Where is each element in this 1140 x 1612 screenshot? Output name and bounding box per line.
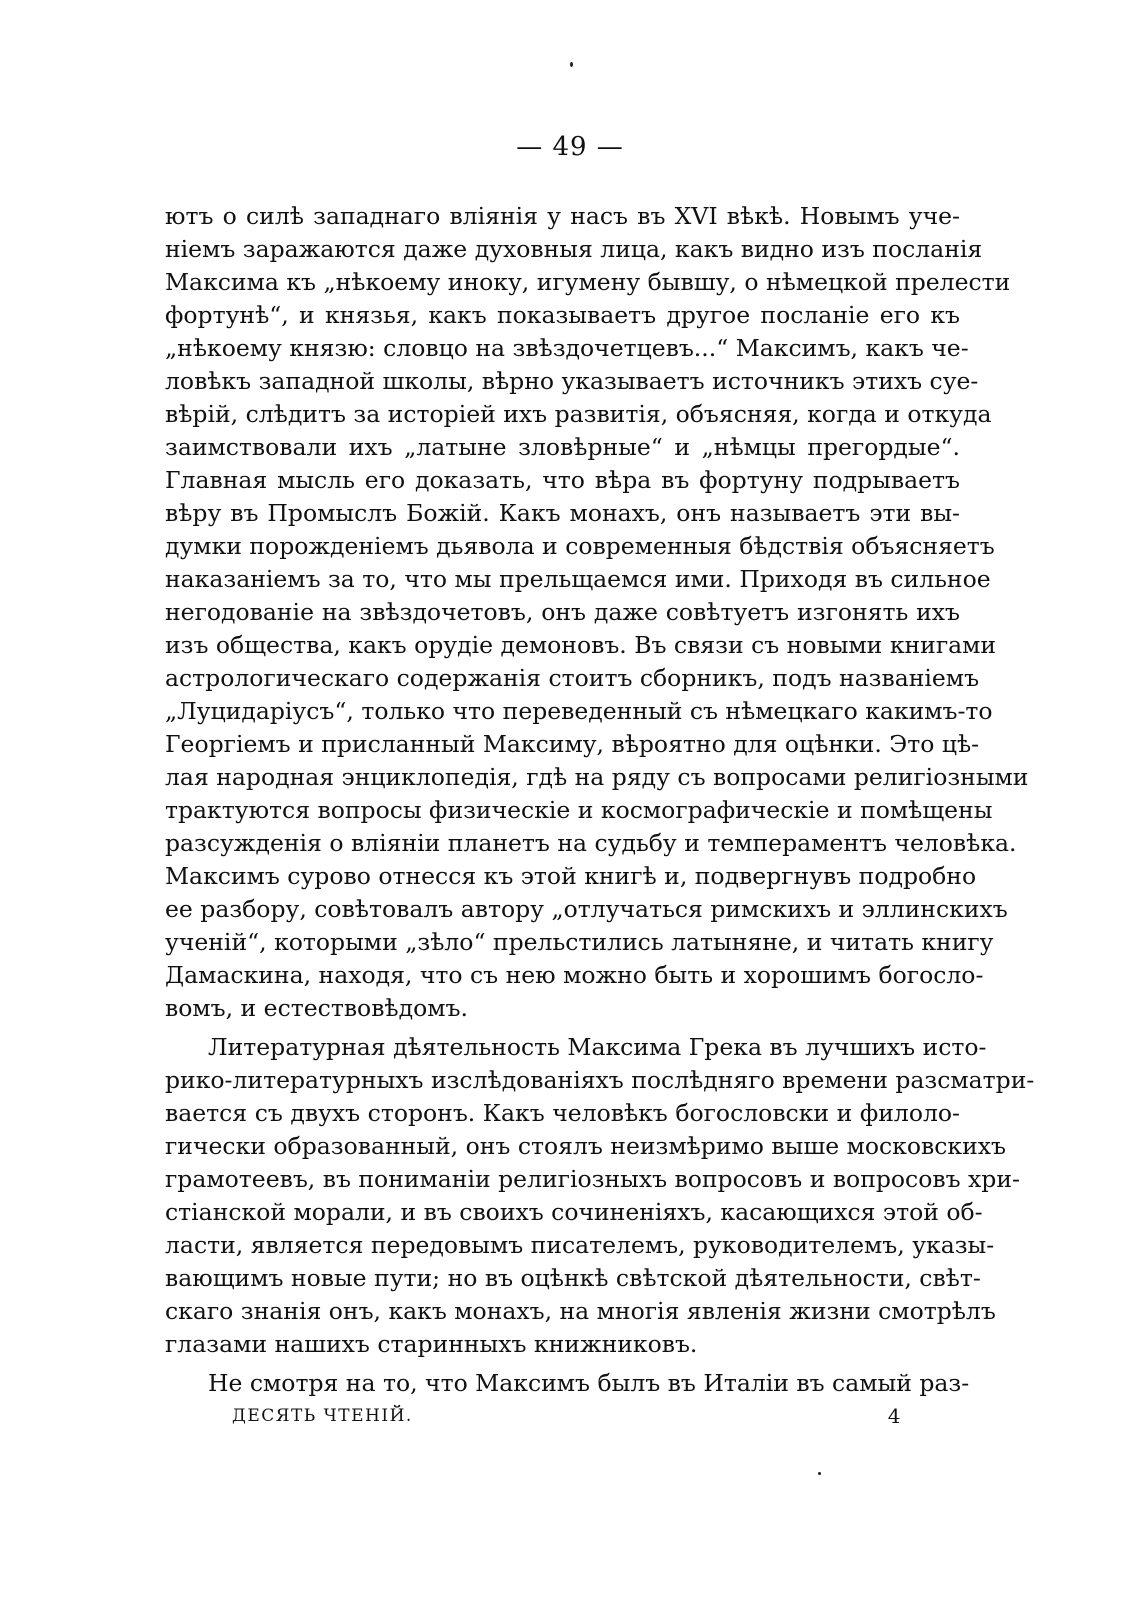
text-line: лая народная энциклопедія, гдѣ на ряду съ вопросами религіозными — [165, 763, 1029, 791]
text-line: вѣрій, слѣдитъ за исторіей ихъ развитія, объясняя, когда и откуда — [165, 400, 992, 428]
text-line: Не смотря на то, что Максимъ былъ въ Италіи въ самый раз- — [208, 1369, 970, 1397]
text-line: вомъ, и естествовѣдомъ. — [165, 994, 468, 1022]
text-line: ютъ о силѣ западнаго вліянія у насъ въ XVI вѣкѣ. Новымъ уче- — [165, 202, 960, 230]
text-line: негодованіе на звѣздочетовъ, онъ даже совѣтуетъ изгонять ихъ — [165, 598, 960, 626]
text-line: разсужденія о вліяніи планетъ на судьбу и темпераментъ человѣка. — [165, 829, 1017, 857]
text-line: ее разбору, совѣтовалъ автору „отлучаться римскихъ и эллинскихъ — [165, 895, 1008, 923]
text-line: скаго знанія онъ, какъ монахъ, на многія явленія жизни смотрѣлъ — [165, 1297, 996, 1325]
text-line: Максима къ „нѣкоему иноку, игумену бывшу, о нѣмецкой прелести — [165, 268, 1011, 296]
text-line: Георгіемъ и присланный Максиму, вѣроятно для оцѣнки. Это цѣ- — [165, 730, 980, 758]
text-line: ласти, является передовымъ писателемъ, руководителемъ, указы- — [165, 1231, 995, 1259]
printer-signature: ДЕСЯТЬ ЧТЕНІЙ. — [232, 1406, 413, 1426]
text-line: вающимъ новые пути; но въ оцѣнкѣ свѣтской дѣятельности, свѣт- — [165, 1264, 981, 1292]
text-line: ніемъ заражаются даже духовныя лица, какъ видно изъ посланія — [165, 235, 983, 263]
text-line: „Луцидаріусъ“, только что переведенный съ нѣмецкаго какимъ-то — [165, 697, 993, 725]
text-line: грамотеевъ, въ пониманіи религіозныхъ вопросовъ и вопросовъ хри- — [165, 1165, 1020, 1193]
sheet-number: 4 — [887, 1404, 902, 1428]
paragraph — [165, 200, 1029, 1025]
page-number: — 49 — — [516, 132, 624, 162]
text-line: думки порожденіемъ дьявола и современныя бѣдствія объясняетъ — [165, 532, 995, 560]
text-line: вается съ двухъ сторонъ. Какъ человѣкъ богословски и филоло- — [165, 1099, 960, 1127]
text-line: „нѣкоему князю: словцо на звѣздочетцевъ...“ Максимъ, какъ че- — [165, 334, 969, 362]
paragraph — [165, 1031, 1035, 1361]
text-line: рико-литературныхъ изслѣдованіяхъ послѣдняго времени разсматри- — [165, 1066, 1035, 1094]
text-line: астрологическаго содержанія стоитъ сборникъ, подъ названіемъ — [165, 664, 980, 692]
text-line: Главная мысль его доказать, что вѣра въ фортуну подрываетъ — [165, 466, 960, 494]
body-text — [165, 200, 1035, 1400]
paragraph — [165, 1367, 970, 1400]
text-line: Максимъ сурово отнесся къ этой книгѣ и, подвергнувъ подробно — [165, 862, 977, 890]
text-line: заимствовали ихъ „латыне зловѣрные“ и „нѣмцы прегордые“. — [165, 433, 960, 461]
text-line: ученій“, которыми „зѣло“ прельстились латыняне, и читать книгу — [165, 928, 994, 956]
text-line: стіанской морали, и въ своихъ сочиненіяхъ, касающихся этой об- — [165, 1198, 983, 1226]
ink-speck — [818, 1472, 821, 1475]
text-line: изъ общества, какъ орудіе демоновъ. Въ связи съ новыми книгами — [165, 631, 997, 659]
text-line: вѣру въ Промыслъ Божій. Какъ монахъ, онъ называетъ эти вы- — [165, 499, 960, 527]
text-line: ловѣкъ западной школы, вѣрно указываетъ источникъ этихъ суе- — [165, 367, 979, 395]
text-line: трактуются вопросы физическіе и космографическіе и помѣщены — [165, 796, 993, 824]
text-line: Дамаскина, находя, что съ нею можно быть и хорошимъ богосло- — [165, 961, 984, 989]
text-line: наказаніемъ за то, что мы прельщаемся ими. Приходя въ сильное — [165, 565, 991, 593]
text-line: глазами нашихъ старинныхъ книжниковъ. — [165, 1330, 698, 1358]
ink-speck — [570, 62, 573, 67]
text-line: Литературная дѣятельность Максима Грека въ лучшихъ исто- — [208, 1033, 987, 1061]
text-line: фортунѣ“, и князья, какъ показываетъ другое посланіе его къ — [165, 301, 960, 329]
text-line: гически образованный, онъ стоялъ неизмѣримо выше московскихъ — [165, 1132, 1006, 1160]
